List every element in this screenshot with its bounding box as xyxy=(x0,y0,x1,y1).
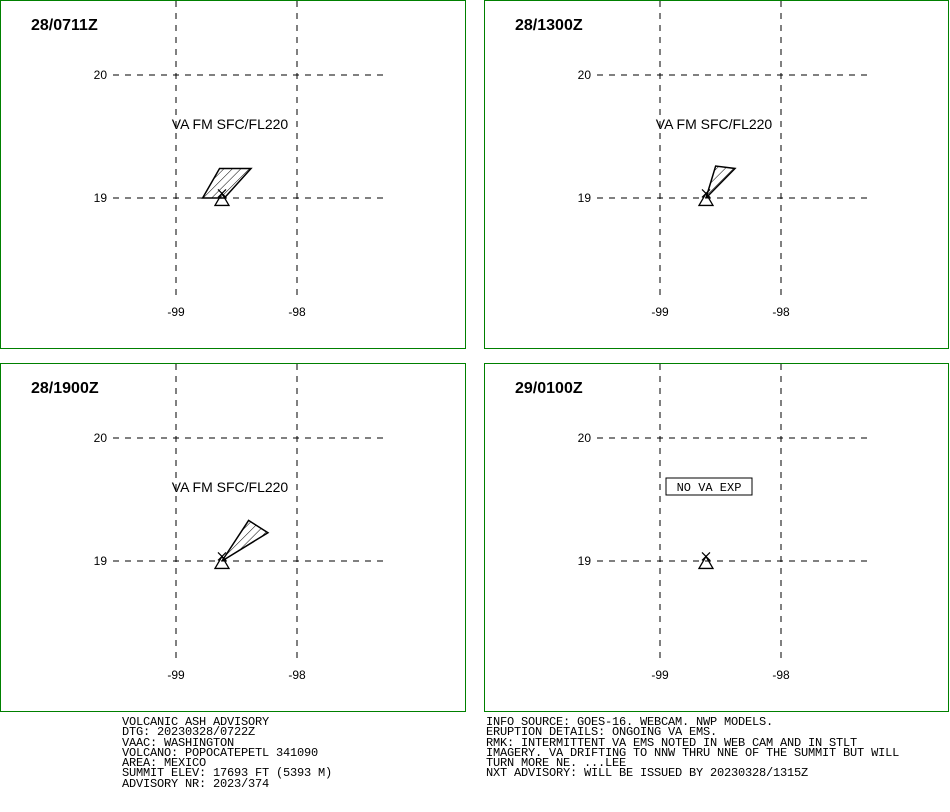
volcano-icon xyxy=(699,556,713,568)
map-canvas-1 xyxy=(1,1,467,350)
lat-label: 20 xyxy=(577,68,591,82)
panel-time: 28/1300Z xyxy=(515,17,583,34)
lat-label: 20 xyxy=(93,68,107,82)
lat-label: 19 xyxy=(93,554,107,568)
lat-label: 20 xyxy=(93,431,107,445)
advisory-line: VAAC: WASHINGTON xyxy=(122,735,235,750)
map-canvas-3 xyxy=(1,364,467,713)
lon-label: -98 xyxy=(288,305,306,319)
advisory-line: SUMMIT ELEV: 17693 FT (5393 M) xyxy=(122,766,333,781)
ash-cloud-polygon xyxy=(222,520,268,561)
panel-4 xyxy=(484,363,949,712)
lon-label: -99 xyxy=(167,668,185,682)
advisory-line: INFO SOURCE: GOES-16. WEBCAM. NWP MODELS. xyxy=(486,715,774,729)
lat-label: 19 xyxy=(577,191,591,205)
volcano-icon xyxy=(699,193,713,205)
lat-label: 19 xyxy=(577,554,591,568)
va-level-label: VA FM SFC/FL220 xyxy=(171,479,289,495)
advisory-right xyxy=(486,717,899,779)
advisory-line: ERUPTION DETAILS: ONGOING VA EMS. xyxy=(486,725,718,740)
panel-1 xyxy=(0,0,466,349)
no-va-label: NO VA EXP xyxy=(676,481,742,495)
advisory-line: NXT ADVISORY: WILL BE ISSUED BY 20230328/1315Z xyxy=(486,766,809,781)
lat-label: 20 xyxy=(577,431,591,445)
advisory-left xyxy=(122,717,332,789)
va-level-label: VA FM SFC/FL220 xyxy=(171,116,289,132)
lon-label: -98 xyxy=(288,668,306,682)
va-level-label: VA FM SFC/FL220 xyxy=(655,116,773,132)
advisory-line: ADVISORY NR: 2023/374 xyxy=(122,776,270,791)
map-canvas-4 xyxy=(485,364,950,713)
advisory-line: VOLCANO: POPOCATEPETL 341090 xyxy=(122,745,319,760)
lon-label: -98 xyxy=(772,668,790,682)
panel-2 xyxy=(484,0,949,349)
advisory-line: TURN MORE NE. ...LEE xyxy=(486,756,627,771)
advisory-line: RMK: INTERMITTENT VA EMS NOTED IN WEB CAM AND IN STLT xyxy=(486,735,858,750)
advisory-line: IMAGERY. VA DRIFTING TO NNW THRU NNE OF THE SUMMIT BUT WILL xyxy=(486,745,900,760)
panel-time: 28/1900Z xyxy=(31,380,99,397)
lon-label: -99 xyxy=(651,668,669,682)
lon-label: -98 xyxy=(772,305,790,319)
panel-time: 29/0100Z xyxy=(515,380,583,397)
advisory-line: VOLCANIC ASH ADVISORY xyxy=(122,715,270,729)
advisory-line: DTG: 20230328/0722Z xyxy=(122,725,256,740)
ash-cloud-polygon xyxy=(203,168,251,198)
lon-label: -99 xyxy=(651,305,669,319)
map-canvas-2 xyxy=(485,1,950,350)
lat-label: 19 xyxy=(93,191,107,205)
ash-cloud-polygon xyxy=(706,166,735,198)
panel-time: 28/0711Z xyxy=(31,17,98,34)
advisory-line: AREA: MEXICO xyxy=(122,756,207,771)
panel-3 xyxy=(0,363,466,712)
lon-label: -99 xyxy=(167,305,185,319)
